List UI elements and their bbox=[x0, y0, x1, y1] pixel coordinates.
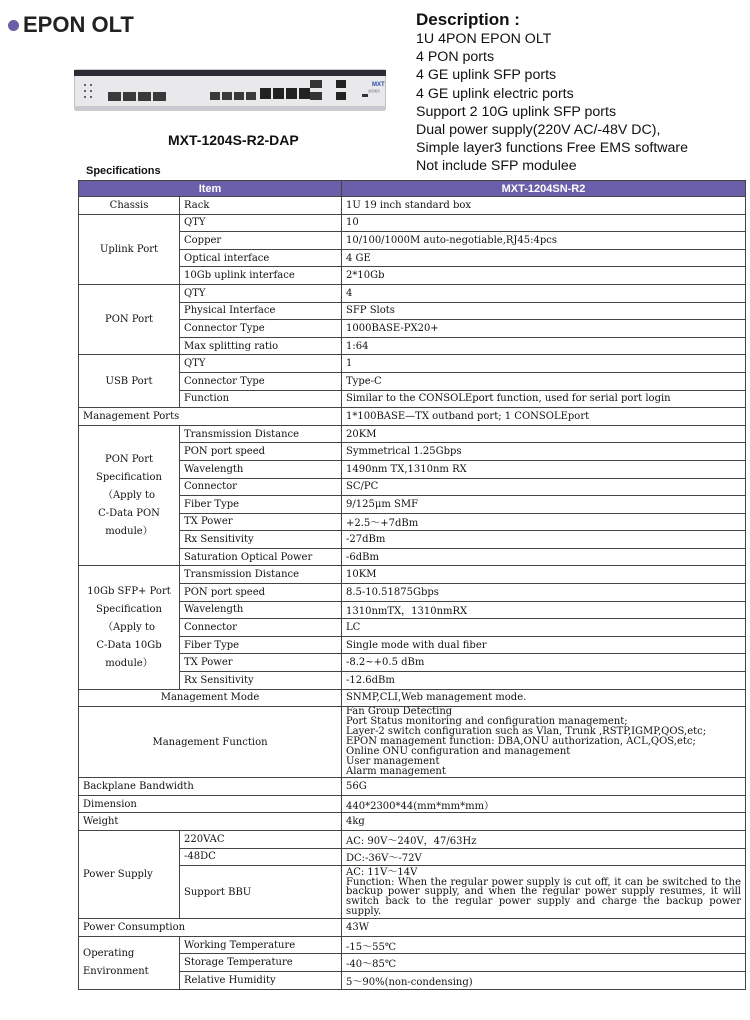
olt-device-image bbox=[74, 68, 386, 112]
table-row bbox=[79, 636, 746, 654]
table-row bbox=[79, 619, 746, 637]
table-row bbox=[79, 601, 746, 619]
item-value: -12.6dBm bbox=[342, 672, 746, 690]
item-label: Weight bbox=[79, 813, 342, 831]
item-label: 10Gb uplink interface bbox=[180, 267, 342, 285]
item-value: +2.5～+7dBm bbox=[342, 513, 746, 531]
item-value: SFP Slots bbox=[342, 302, 746, 320]
item-value: 10KM bbox=[342, 566, 746, 584]
group-label: 10Gb SFP+ Port Specification （Apply to C-Data 10Gb module） bbox=[79, 566, 180, 689]
item-label: Rack bbox=[180, 197, 342, 215]
item-label: Management Function bbox=[79, 707, 342, 778]
item-value: -6dBm bbox=[342, 548, 746, 566]
header-item: Item bbox=[79, 181, 342, 197]
item-label: TX Power bbox=[180, 513, 342, 531]
table-row bbox=[79, 267, 746, 285]
item-label: PON port speed bbox=[180, 443, 342, 461]
item-value: 10 bbox=[342, 214, 746, 232]
item-label: PON port speed bbox=[180, 584, 342, 602]
item-label: QTY bbox=[180, 355, 342, 373]
item-label: QTY bbox=[180, 284, 342, 302]
model-name: MXT-1204S-R2-DAP bbox=[168, 132, 299, 148]
item-label: Wavelength bbox=[180, 460, 342, 478]
item-value: 20KM bbox=[342, 425, 746, 443]
table-row bbox=[79, 355, 746, 373]
description-line: Support 2 10G uplink SFP ports bbox=[416, 103, 617, 120]
table-row bbox=[79, 372, 746, 390]
item-value: 1490nm TX,1310nm RX bbox=[342, 460, 746, 478]
device-logo-sub: 美迅通讯 bbox=[368, 89, 381, 93]
item-value: -40～85℃ bbox=[342, 954, 746, 972]
item-label: QTY bbox=[180, 214, 342, 232]
device-logo: MXT bbox=[372, 82, 385, 88]
description-line: 1U 4PON EPON OLT bbox=[416, 31, 552, 47]
item-label: Connector Type bbox=[180, 372, 342, 390]
table-row bbox=[79, 232, 746, 250]
table-header-row bbox=[79, 181, 746, 197]
specifications-label: Specifications bbox=[86, 165, 161, 177]
item-value: DC:-36V～-72V bbox=[342, 848, 746, 866]
description-line: 4 GE uplink electric ports bbox=[416, 85, 574, 102]
item-label: TX Power bbox=[180, 654, 342, 672]
description-block bbox=[416, 10, 688, 176]
item-value: Symmetrical 1.25Gbps bbox=[342, 443, 746, 461]
item-label: Copper bbox=[180, 232, 342, 250]
item-value: 1310nmTX，1310nmRX bbox=[342, 601, 746, 619]
product-title-text: EPON OLT bbox=[23, 12, 134, 37]
item-value: Type-C bbox=[342, 372, 746, 390]
table-row bbox=[79, 654, 746, 672]
item-value: -15～55℃ bbox=[342, 936, 746, 954]
group-label: PON Port bbox=[79, 284, 180, 354]
item-label: Relative Humidity bbox=[180, 971, 342, 989]
product-title bbox=[8, 12, 134, 38]
item-label: Fiber Type bbox=[180, 496, 342, 514]
item-value: 4 bbox=[342, 284, 746, 302]
group-label: USB Port bbox=[79, 355, 180, 408]
table-row bbox=[79, 531, 746, 549]
group-label: Power Supply bbox=[79, 831, 180, 919]
item-value: SC/PC bbox=[342, 478, 746, 496]
description-line: 4 GE uplink SFP ports bbox=[416, 67, 557, 84]
item-label: Support BBU bbox=[180, 866, 342, 919]
description-line: Not include SFP modulee bbox=[416, 158, 577, 175]
group-label: Chassis bbox=[79, 197, 180, 215]
item-label: Transmission Distance bbox=[180, 566, 342, 584]
table-row bbox=[79, 496, 746, 514]
table-row bbox=[79, 954, 746, 972]
group-label: Operating Environment bbox=[79, 936, 180, 989]
table-row bbox=[79, 919, 746, 937]
specifications-table bbox=[78, 180, 746, 990]
bullet-icon bbox=[8, 20, 19, 31]
item-label: Connector Type bbox=[180, 320, 342, 338]
item-value: 5～90%(non-condensing) bbox=[342, 971, 746, 989]
table-row bbox=[79, 320, 746, 338]
table-row bbox=[79, 214, 746, 232]
table-row bbox=[79, 707, 746, 778]
table-row bbox=[79, 478, 746, 496]
table-row bbox=[79, 425, 746, 443]
item-value: 8.5-10.51875Gbps bbox=[342, 584, 746, 602]
table-row bbox=[79, 936, 746, 954]
item-label: Management Mode bbox=[79, 689, 342, 707]
item-label: -48DC bbox=[180, 848, 342, 866]
table-row bbox=[79, 302, 746, 320]
item-label: Storage Temperature bbox=[180, 954, 342, 972]
item-value: Similar to the CONSOLEport function, used for serial port login bbox=[342, 390, 746, 408]
table-row bbox=[79, 566, 746, 584]
item-label: Wavelength bbox=[180, 601, 342, 619]
item-label: Connector bbox=[180, 478, 342, 496]
item-value: 56G bbox=[342, 778, 746, 796]
item-label: Saturation Optical Power bbox=[180, 548, 342, 566]
table-row bbox=[79, 672, 746, 690]
item-value: AC: 11V～14V Function: When the regular power supply is cut off, it can be switched to the backup power supply, and when the regular power supply resumes, it will switch back to the regular power supply and charge the backup power supply. bbox=[342, 866, 746, 919]
item-value: 1 bbox=[342, 355, 746, 373]
item-label: Management Ports bbox=[79, 408, 342, 426]
item-value: AC: 90V～240V，47/63Hz bbox=[342, 831, 746, 849]
table-row bbox=[79, 548, 746, 566]
table-row bbox=[79, 831, 746, 849]
item-value: 1:64 bbox=[342, 337, 746, 355]
item-value: 1U 19 inch standard box bbox=[342, 197, 746, 215]
description-line: 4 PON ports bbox=[416, 49, 495, 66]
item-value: 43W bbox=[342, 919, 746, 937]
group-label: PON Port Specification （Apply to C-Data PON module） bbox=[79, 425, 180, 566]
table-row bbox=[79, 513, 746, 531]
item-label: Backplane Bandwidth bbox=[79, 778, 342, 796]
item-value: 1000BASE-PX20+ bbox=[342, 320, 746, 338]
item-value: -8.2~+0.5 dBm bbox=[342, 654, 746, 672]
item-label: Power Consumption bbox=[79, 919, 342, 937]
item-label: Physical Interface bbox=[180, 302, 342, 320]
item-value: LC bbox=[342, 619, 746, 637]
item-value: Single mode with dual fiber bbox=[342, 636, 746, 654]
item-value: 440*2300*44(mm*mm*mm） bbox=[342, 795, 746, 813]
item-label: Fiber Type bbox=[180, 636, 342, 654]
item-label: 220VAC bbox=[180, 831, 342, 849]
item-value: 4kg bbox=[342, 813, 746, 831]
table-row bbox=[79, 249, 746, 267]
description-line: Simple layer3 functions Free EMS software bbox=[416, 140, 689, 157]
header-model: MXT-1204SN-R2 bbox=[342, 181, 746, 197]
table-row bbox=[79, 778, 746, 796]
item-label: Function bbox=[180, 390, 342, 408]
table-row bbox=[79, 689, 746, 707]
item-label: Connector bbox=[180, 619, 342, 637]
table-row bbox=[79, 866, 746, 919]
item-label: Max splitting ratio bbox=[180, 337, 342, 355]
table-row bbox=[79, 408, 746, 426]
item-label: Rx Sensitivity bbox=[180, 531, 342, 549]
group-label: Uplink Port bbox=[79, 214, 180, 284]
item-value: 1*100BASE—TX outband port; 1 CONSOLEport bbox=[342, 408, 746, 426]
item-value: SNMP,CLI,Web management mode. bbox=[342, 689, 746, 707]
item-label: Working Temperature bbox=[180, 936, 342, 954]
table-row bbox=[79, 390, 746, 408]
description-line: Dual power supply(220V AC/-48V DC), bbox=[416, 122, 661, 139]
table-row bbox=[79, 337, 746, 355]
item-value: Fan Group Detecting Port Status monitoring and configuration management; Layer-2 switch configuration such as Vlan, Trunk ,RSTP,IGMP,QOS,etc; EPON management function: DBA,ONU authorization, ACL,QOS,etc; Online ONU configuration and management User management Alarm management bbox=[342, 707, 746, 778]
item-label: Transmission Distance bbox=[180, 425, 342, 443]
item-label: Rx Sensitivity bbox=[180, 672, 342, 690]
item-value: -27dBm bbox=[342, 531, 746, 549]
table-row bbox=[79, 443, 746, 461]
item-value: 9/125μm SMF bbox=[342, 496, 746, 514]
table-row bbox=[79, 584, 746, 602]
table-row bbox=[79, 813, 746, 831]
item-label: Optical interface bbox=[180, 249, 342, 267]
table-row bbox=[79, 971, 746, 989]
item-value: 4 GE bbox=[342, 249, 746, 267]
table-row bbox=[79, 460, 746, 478]
description-heading: Description : bbox=[416, 10, 520, 29]
table-row bbox=[79, 848, 746, 866]
item-value: 2*10Gb bbox=[342, 267, 746, 285]
item-value: 10/100/1000M auto-negotiable,RJ45:4pcs bbox=[342, 232, 746, 250]
item-label: Dimension bbox=[79, 795, 342, 813]
table-row bbox=[79, 197, 746, 215]
table-row bbox=[79, 284, 746, 302]
table-row bbox=[79, 795, 746, 813]
